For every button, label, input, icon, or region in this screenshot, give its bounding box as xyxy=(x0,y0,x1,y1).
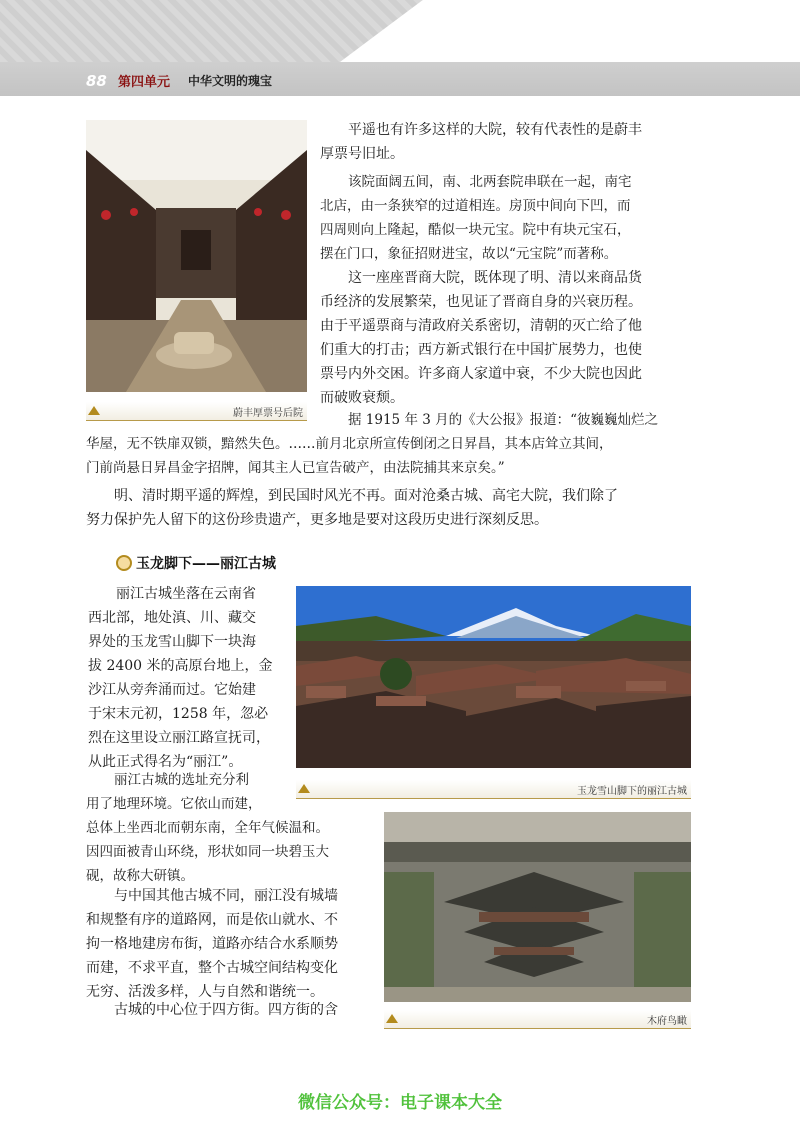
courtyard-photo xyxy=(86,120,307,392)
quote-paragraph: 该院面阔五间，南、北两套院串联在一起，南宅 北店，由一条狭窄的过道相连。房顶中间向下凹，而 四周则向上隆起，酷似一块元宝。院中有块元宝石， 摆在门口，象征招财进宝，故以“元宝院”而著称。 xyxy=(320,174,632,262)
paragraph: 丽江古城坐落在云南省 西北部，地处滇、川、藏交 界处的玉龙雪山脚下一块海 拔 2400 米的高原台地上，金 沙江从旁奔涌而过。它始建 于宋末元初，1258 年，忽必 烈在这里设立丽江路宣抚司， 从此正式得名为“丽江”。 xyxy=(88,586,273,770)
paragraph: 与中国其他古城不同，丽江没有城墙 和规整有序的道路网，而是依山就水、不 拘一格地建房布街，道路亦结合水系顺势 而建，不求平直，整个古城空间结构变化 无穷、活泼多样，人与自然和谐统一。 xyxy=(86,888,338,1000)
courtyard-illustration xyxy=(86,120,307,392)
watermark: 微信公众号：电子课本大全 xyxy=(298,1093,502,1113)
section-title: 玉龙脚下——丽江古城 xyxy=(136,556,276,572)
unit-title: 中华文明的瑰宝 xyxy=(188,74,273,88)
caption-text: 木府鸟瞰 xyxy=(647,1016,687,1027)
unit-label: 第四单元 xyxy=(118,75,171,90)
mufu-illustration xyxy=(384,812,691,1002)
quote-paragraph: 据 1915 年 3 月的《大公报》报道：“彼巍巍灿烂之 华屋，无不铁扉双锁，黯然失色。……前月北京所宣传倒闭之日昇昌，其本店耸立其间， 门前尚悬日昇昌金字招牌，闻其主人已宣告破产，由法院捕其来京矣。” xyxy=(86,412,659,476)
lijiang-illustration xyxy=(296,586,691,768)
caption-text: 蔚丰厚票号后院 xyxy=(233,408,303,419)
header-decoration xyxy=(340,0,800,62)
figure-caption xyxy=(384,1010,691,1029)
mufu-photo xyxy=(384,812,691,1002)
section-heading xyxy=(116,552,276,574)
page-number: 88 xyxy=(86,72,107,90)
paragraph: 平遥也有许多这样的大院，较有代表性的是蔚丰 厚票号旧址。 xyxy=(320,122,642,162)
paragraph: 这一座座晋商大院，既体现了明、清以来商品货 币经济的发展繁荣，也见证了晋商自身的兴衰历程。 由于平遥票商与清政府关系密切，清朝的灭亡给了他 们重大的打击；西方新式银行在中国扩展势力，也使 票号内外交困。许多商人家道中衰，不少大院也因此 而破败衰颓。 xyxy=(320,270,642,406)
lijiang-photo xyxy=(296,586,691,768)
section-emblem-icon xyxy=(116,555,132,571)
caption-triangle-icon xyxy=(386,1014,398,1023)
quote-paragraph: 丽江古城的选址充分利 用了地理环境。它依山而建， 总体上坐西北而朝东南，全年气候温和。 因四面被青山环绕，形状如同一块碧玉大 砚，故称大研镇。 xyxy=(86,772,329,884)
paragraph: 明、清时期平遥的辉煌，到民国时风光不再。面对沧桑古城、高宅大院，我们除了 努力保护先人留下的这份珍贵遗产，更多地是要对这段历史进行深刻反思。 xyxy=(86,488,618,528)
paragraph: 古城的中心位于四方街。四方街的含 xyxy=(114,1002,338,1018)
caption-text: 玉龙雪山脚下的丽江古城 xyxy=(577,786,687,797)
